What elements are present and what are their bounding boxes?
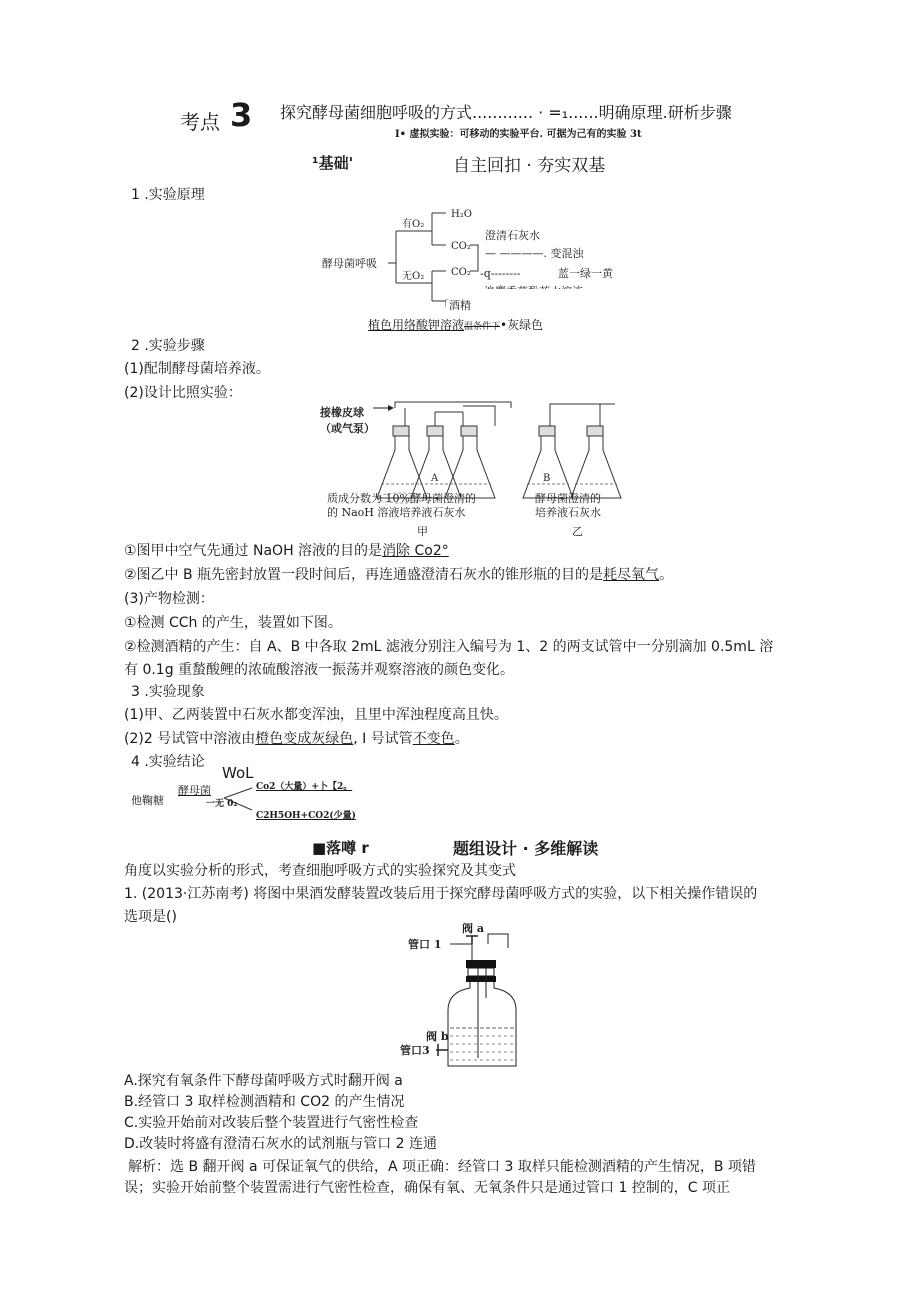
step-3-detect-alcohol-1: ②检测酒精的产生：自 A、B 中各取 2mL 滤液分别注入编号为 1、2 的两支试管中一分别滴加 0.5mL 溶 [124, 639, 774, 655]
diagram-aerobic-label: 有O₂ [402, 219, 425, 230]
phenomena-2-text: (2)2 号试管中溶液由 [124, 731, 256, 747]
analysis-line-2: 误；实验开始前整个装置需进行气密性检查，确保有氧、无氧条件只是通过管口 1 控制的，C 项正 [124, 1180, 731, 1196]
diagram-color-change: 蓝一绿一黄 [558, 267, 613, 280]
diagram-anaerobic-label: 无O₂ [402, 271, 425, 282]
diagram-dichromate-prefix: 植色用络酸钾溶液 [368, 318, 465, 332]
question-stem-1: 1. (2013·江苏南考) 将图中果酒发酵装置改装后用于探究酵母菌呼吸方式的实验，以下相关操作错误的 [124, 886, 758, 902]
phenomena-2-suffix: 。 [454, 731, 469, 747]
diagram-dichromate-suffix: •灰绿色 [500, 318, 544, 332]
flask-limewater-jia [445, 426, 495, 498]
diagram-h2o: H₂O [451, 209, 472, 220]
step-2-q1-answer: 消除 Co2° [382, 543, 449, 559]
diagram-turbid: — ————. 变混浊 [485, 247, 584, 260]
figure-yi-label: 乙 [572, 525, 583, 538]
figure-yi-caption-1: 酵母菌澄清的 [535, 492, 601, 505]
pump-label-2: （或气泵） [320, 422, 375, 435]
section-tag-basics: ¹基础' [312, 154, 354, 172]
step-2-q2 [124, 564, 673, 584]
phenomena-2-answer-2: 不变色 [412, 731, 455, 747]
diagram-limewater: 澄清石灰水 [485, 229, 540, 242]
section-title-practice: 题组设计 · 多维解读 [453, 839, 599, 858]
option-d: D.改装时将盛有澄清石灰水的试剂瓶与管口 2 连通 [124, 1136, 438, 1152]
conclusion-aerobic-product: Co2（大量）+卜【2。 [256, 782, 353, 792]
diagram-q-mark: -q-------- [480, 267, 521, 280]
figure-jia-label: 甲 [417, 525, 428, 538]
step-2-q2-suffix: 。 [659, 567, 674, 583]
flask-limewater-yi [571, 426, 621, 498]
phenomena-2-answer-1: 橙色变成灰绿色 [255, 731, 354, 747]
flask-b-label: B [543, 473, 551, 484]
step-1: (1)配制酵母菌培养液。 [124, 361, 270, 377]
step-3-detect-co2: ①检测 CCh 的产生，装置如下图。 [124, 615, 342, 631]
phenomena-heading: 3 .实验现象 [131, 684, 205, 700]
flask-b [523, 426, 573, 498]
conclusion-heading: 4 .实验结论 [131, 754, 205, 770]
phenomena-1: (1)甲、乙两装置中石灰水都变浑浊，且里中浑浊程度高且快。 [124, 707, 508, 723]
steps-heading: 2 .实验步骤 [131, 338, 205, 354]
principle-heading: 1 .实验原理 [131, 187, 205, 203]
section-title-basics: 自主回扣 · 夯实双基 [453, 156, 606, 176]
figure-jia-caption-2: 的 NaoH 溶液培养液石灰水 [327, 506, 466, 519]
diagram-alcohol: 「酒精 [438, 299, 471, 312]
conclusion-left: 他鞠糖 [131, 794, 164, 807]
diagram-yeast-label: 酵母菌呼吸 [322, 257, 377, 270]
figure-jia-caption-1: 质成分数为 10%酵母菌澄清的 [327, 492, 476, 505]
step-3: (3)产物检测： [124, 591, 214, 607]
step-3-detect-alcohol-2: 有 0.1g 重蝵酸鲤的浓硫酸溶液一振荡并观察溶液的颜色变化。 [124, 662, 515, 678]
page-subtitle: I• 虚拟实验：可移动的实验平台. 可据为己有的实验 3t [395, 129, 642, 140]
valve-a-label: 阀 a [462, 922, 484, 935]
step-2-q2-answer: 耗尽氧气 [603, 567, 660, 583]
port-1-label: 管口 1 [408, 938, 442, 951]
analysis-line-1: 解析：选 B 翻开阀 a 可保证氧气的供给，A 项正确：经管口 3 取样只能检测酒精的产生情况，B 项错 [128, 1159, 756, 1175]
valve-b-label: 阀 b [426, 1030, 449, 1043]
conclusion-wu: 一无 0₂ [206, 799, 238, 809]
flask-a-label: A [431, 473, 439, 484]
step-2: (2)设计比照实验： [124, 385, 242, 401]
option-c: C.实验开始前对改装后整个装置进行气密性检查 [124, 1115, 419, 1131]
kaodian-number: 3 [230, 96, 253, 134]
step-2-q1 [124, 540, 449, 560]
port-3-label: 管口3 [400, 1044, 430, 1057]
practice-intro: 角度以实验分析的形式，考查细胞呼吸方式的实验探究及其变式 [124, 863, 516, 879]
option-a: A.探究有氧条件下酵母菌呼吸方式时翻开阀 a [124, 1073, 403, 1089]
kaodian-label: 考点 [180, 110, 220, 134]
diagram-co2-top: CO₂ [451, 241, 471, 252]
fermentation-device-figure [400, 918, 540, 1068]
conclusion-yeast: 酵母菌 [178, 784, 211, 797]
phenomena-2 [124, 728, 469, 748]
question-stem-2: 选项是() [124, 909, 177, 925]
figure-yi-caption-2: 培养液石灰水 [535, 506, 601, 519]
flask-a [411, 426, 461, 498]
pump-label-1: 接橡皮球 [320, 406, 364, 419]
page-title: 探究酵母菌细胞呼吸的方式............ · =₁......明确原理.研析步骤 [280, 103, 732, 122]
conclusion-wo: WoL [222, 764, 254, 782]
conclusion-anaerobic-product: C2H5OH+CO2(少量) [256, 811, 356, 821]
option-b: B.经管口 3 取样检测酒精和 CO2 的产生情况 [124, 1094, 405, 1110]
diagram-co2-bottom: CO₂ [451, 267, 471, 278]
diagram-dichromate-line [368, 316, 543, 333]
phenomena-2-mid: , I 号试管 [353, 731, 413, 747]
step-2-q2-text: ②图乙中 B 瓶先密封放置一段时间后，再连通盛澄清石灰水的锥形瓶的目的是 [124, 567, 604, 583]
step-2-q1-text: ①图甲中空气先通过 NaOH 溶液的目的是 [124, 543, 383, 559]
diagram-dichromate-condition: 温条件下 [464, 322, 501, 332]
section-tag-practice: ■落噂 r [312, 839, 369, 857]
